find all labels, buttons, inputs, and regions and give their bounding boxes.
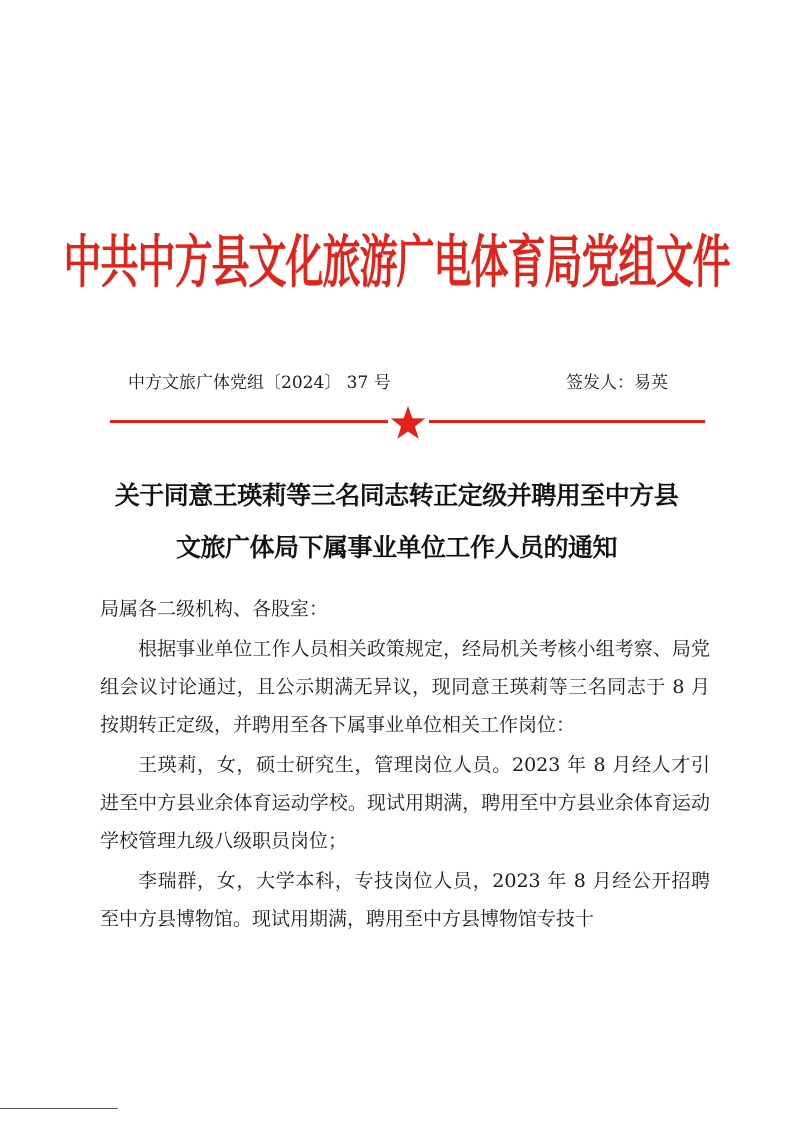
- footer-rule: [0, 1108, 118, 1109]
- document-meta-row: [0, 368, 793, 398]
- body-paragraph-2: 王瑛莉，女，硕士研究生，管理岗位人员。2023 年 8 月经人才引进至中方县业余体育运动学校。现试用期满，聘用至中方县业余体育运动学校管理九级八级职员岗位；: [100, 754, 710, 852]
- salutation: 局属各二级机构、各股室：: [100, 598, 329, 620]
- document-title: [60, 470, 733, 574]
- document-body: [100, 590, 710, 940]
- red-separator-left: [110, 420, 388, 423]
- star-icon: [388, 403, 428, 443]
- red-separator-right: [429, 420, 705, 423]
- document-header-title: 中共中方县文化旅游广电体育局党组文件: [63, 229, 730, 295]
- document-number: 中方文旅广体党组〔2024〕 37 号: [128, 373, 391, 393]
- document-title-line-2: 文旅广体局下属事业单位工作人员的通知: [175, 533, 617, 562]
- body-paragraph-1: 根据事业单位工作人员相关政策规定，经局机关考核小组考察、局党组会议讨论通过，且公示期满无异议，现同意王瑛莉等三名同志于 8 月按期转正定级，并聘用至各下属事业单位相关工作岗位：: [100, 638, 710, 736]
- document-signer: 签发人：易英: [566, 373, 668, 393]
- body-paragraph-3: 李瑞群，女，大学本科，专技岗位人员，2023 年 8 月经公开招聘至中方县博物馆。现试用期满，聘用至中方县博物馆专技十: [100, 870, 710, 930]
- document-title-line-1: 关于同意王瑛莉等三名同志转正定级并聘用至中方县: [114, 481, 679, 510]
